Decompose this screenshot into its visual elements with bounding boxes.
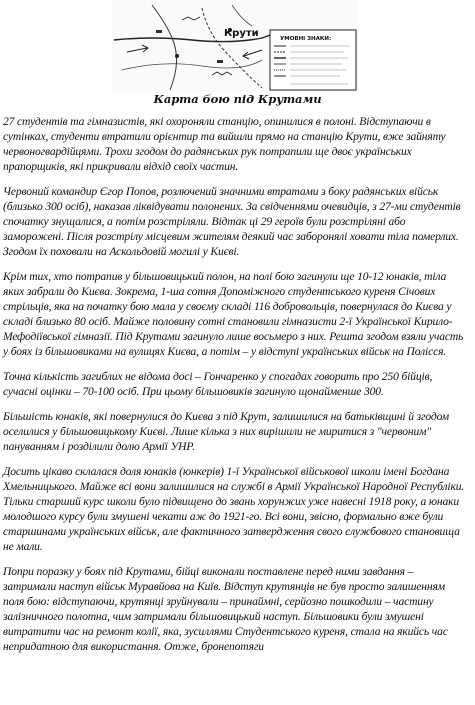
- article-paragraph: Крім тих, хто потрапив у більшовицький полон, на полі бою загинули ще 10-12 юнаків, тіла яких забрали до Києва. Зокрема, 1-ша сотня Допоміжного студентського куреня Січових стрільців, яка на початку бою мала у своєму складі 116 добровольців, повернулася до Києва у складі близько 80 осіб. Майже половину сотні становили гімназисти 2-ї Української Кирило-Мефодіївської гімназії. Під Крутами загинуло лише восьмеро з них. Решта згодом взяли участь у боях із більшовиками на вулицях Києва, а потім – у відступі українських військ на Полісся.: [3, 270, 464, 358]
- article-body: [3, 114, 467, 664]
- map-legend-title: УМОВНІ ЗНАКИ:: [280, 36, 332, 42]
- map-place-label: Крути: [224, 28, 259, 39]
- article-paragraph: 27 студентів та гімназистів, які охороняли станцію, опинилися в полоні. Відступаючи в сутінках, студенти втратили орієнтир та вийшли прямо на станцію Крути, вже зайняту червоногвардійцями. Трохи згодом до радянських рук потрапили ще двоє українських прапорщиків, які прикривали відхід своїх частин.: [3, 115, 446, 173]
- article-paragraph: Червоний командир Єгор Попов, розлючений значними втратами з боку радянських військ (близько 300 осіб), наказав ліквідувати полонених. За свідченнями очевидців, з 27-ми студентів спочатку знущалися, а потім розстріляли. Відтак ці 29 героїв були розстріляні або заморожені. Після розстрілу місцевим жителям деякий час заборонялі ховати тіла померлих. Згодом їх поховали на Аскольдовій могилі у Києві.: [3, 185, 461, 258]
- battle-map-drawing: [112, 0, 359, 92]
- article-paragraph: Попри поразку у боях під Крутами, бійці виконали поставлене перед ними завдання – затримали наступ військ Муравйова на Київ. Відступ крутянців не був просто залишенням поля бою: відступаючи, крутянці зруйнували – принаймні, серйозно пошкодили – частину залізничного полотна, чим затримали більшовицький наступ. Більшовики були змушені витратити час на ремонт колії, яка, зусиллями Студентського куреня, стала на якийсь час непридатною для використання. Отже, бронепотяги: [3, 565, 448, 653]
- article-paragraph: Досить цікаво склалася доля юнаків (юнкерів) 1-ї Української військової школи імені Богдана Хмельницького. Майже всі вони залишилися на службі в Армії Української Народної Республіки. Тільки старший курс школи було підвищено до звань хорунжих уже навесні 1918 року, а юнаки молодшого курсу були змушені чекати аж до 1921-го. Всі вони, звісно, формально вже були старшинами українських військ, але фактичного затвердження свого службового становища не мали.: [3, 465, 465, 553]
- article-paragraph: Більшість юнаків, які повернулися до Києва з під Крут, залишилися на батьківщині й згодом оселилися у більшовицькому Києві. Лише кілька з них вирішили не миритися з "червоним" пануванням і розділили долю Армії УНР.: [3, 410, 450, 453]
- article-paragraph: Точна кількість загиблих не відома досі – Гончаренко у спогадах говорить про 250 бійців, сучасні оцінки – 70-100 осіб. При цьому більшовиків загинуло щонайменше 300.: [3, 370, 433, 398]
- map-caption: Карта бою під Крутами: [153, 92, 322, 106]
- battle-map-image: [112, 0, 359, 92]
